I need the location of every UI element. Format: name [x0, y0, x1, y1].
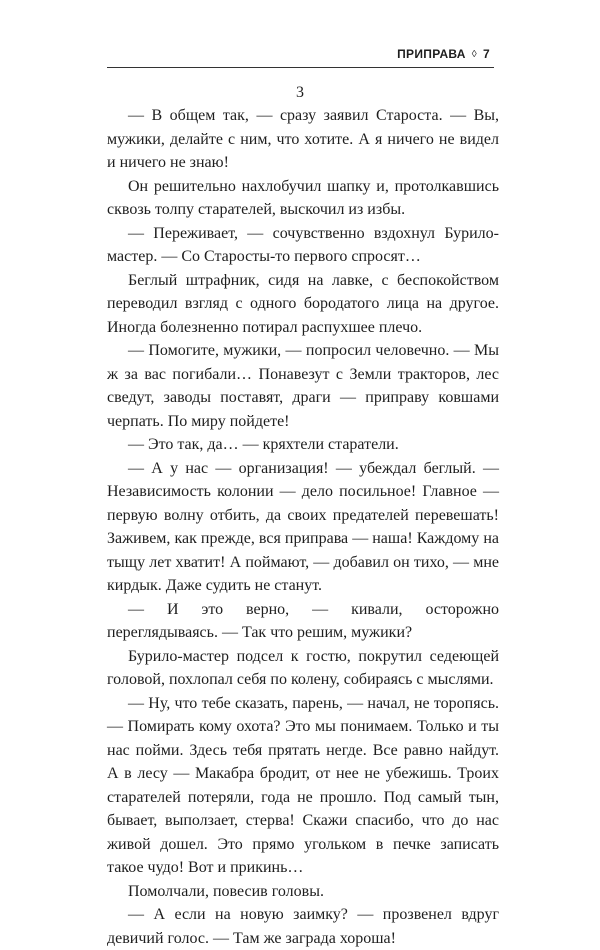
page-number: 7 — [483, 47, 490, 61]
running-head — [397, 47, 490, 61]
paragraph: — В общем так, — сразу заявил Староста. — Вы, мужики, делайте с ним, что хотите. А я ничего не видел и ничего не знаю! — [107, 107, 499, 171]
paragraph: Помолчали, повесив головы. — [128, 882, 324, 900]
paragraph: — Ну, что тебе сказать, парень, — начал, не торопясь. — Помирать кому охота? Это мы понимаем. Только и ты нас пойми. Здесь тебя прятать негде. Все равно найдут. А в лесу — Макабра бродит, от нее не убежишь. Троих старателей потеряли, года не прошло. Под самый тын, бывает, выползает, стерва! Скажи спасибо, что до нас живой дошел. Это прямо угольком в печке записать такое чудо! Вот и прикинь… — [107, 694, 499, 876]
book-title: ПРИПРАВА — [397, 47, 466, 61]
header-separator-icon: ◊ — [471, 48, 478, 60]
paragraph: Он решительно нахлобучил шапку и, протолкавшись сквозь толпу старателей, выскочил из избы. — [107, 177, 499, 218]
paragraph: — Помогите, мужики, — попросил человечно. — Мы ж за вас погибали… Понавезут с Земли тракторов, лес сведут, заводы поставят, драги — приправу ковшами черпать. По миру пойдете! — [107, 342, 499, 430]
paragraph: — Переживает, — сочувственно вздохнул Бурило-мастер. — Со Старосты-то первого спросят… — [107, 224, 499, 265]
chapter-number: 3 — [296, 84, 304, 101]
paragraph: — И это верно, — кивали, осторожно переглядываясь. — Так что решим, мужики? — [107, 600, 499, 641]
paragraph: Беглый штрафник, сидя на лавке, с беспокойством переводил взгляд с одного бородатого лица на другое. Иногда болезненно потирал распухшее плечо. — [107, 271, 499, 336]
paragraph: — Это так, да… — кряхтели старатели. — [128, 436, 399, 453]
paragraph: — А у нас — организация! — убеждал беглый. — Независимость колонии — дело посильное! Главное — первую волну отбить, да своих предателей перевешать! Заживем, как прежде, вся приправа — наша! Каждому на тыщу лет хватит! А поймают, — добавил он тихо, — мне кирдык. Даже судить не станут. — [107, 459, 499, 594]
paragraph: Бурило-мастер подсел к гостю, покрутил седеющей головой, похлопал себя по колену, собираясь с мыслями. — [107, 647, 499, 688]
header-rule — [107, 67, 494, 68]
paragraph: — А если на новую заимку? — прозвенел вдруг девичий голос. — Там же заграда хороша! — [107, 906, 499, 947]
body-text — [107, 104, 499, 950]
